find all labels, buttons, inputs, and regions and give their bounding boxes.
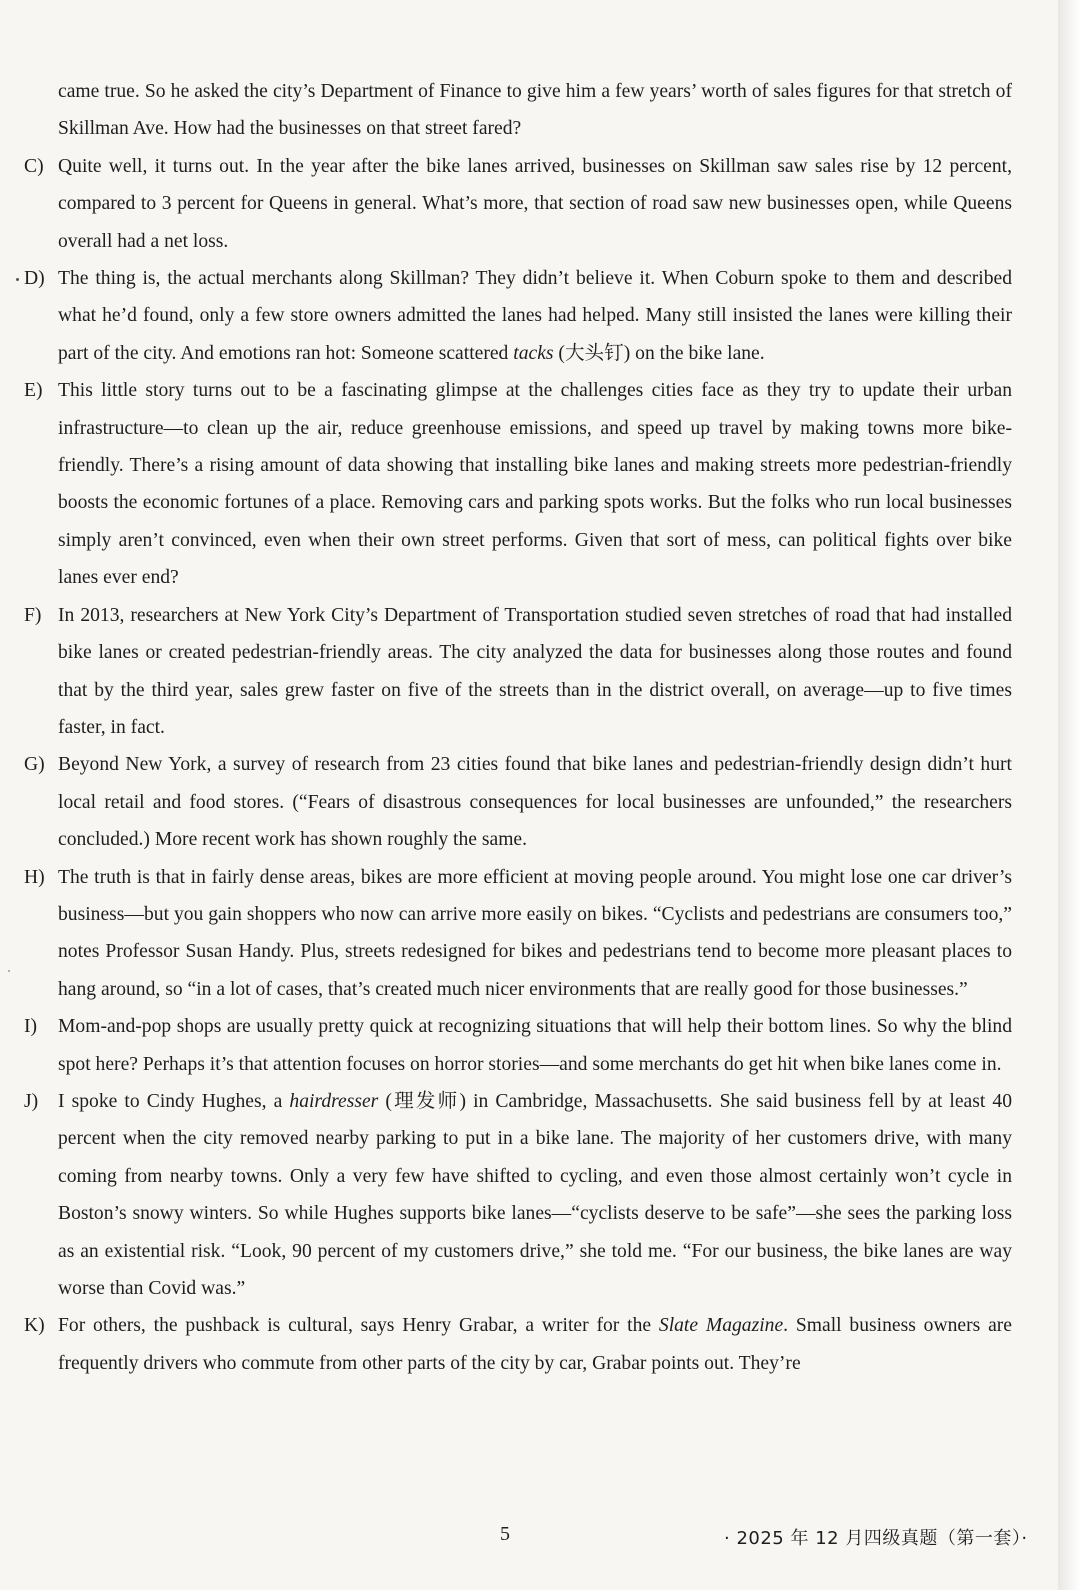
paragraph-text: Quite well, it turns out. In the year after the bike lanes arrived, businesses on Skillman saw sales rise by 12 percent, compared to 3 percent for Queens in general. What’s more, that section of road saw new businesses open, while Queens overall had a net loss.: [58, 155, 1012, 252]
paragraph-text: [58, 260, 1012, 372]
paragraph-text: This little story turns out to be a fascinating glimpse at the challenges cities face as they try to update their urban infrastructure—to clean up the air, reduce greenhouse emissions, and speed up travel by making towns more bike-friendly. There’s a rising amount of data showing that installing bike lanes and making streets more pedestrian-friendly boosts the economic fortunes of a place. Removing cars and parking spots works. But the folks who run local businesses simply aren’t convinced, even when their own street performs. Given that sort of mess, can political fights over bike lanes ever end?: [58, 380, 1012, 589]
text-segment: on the bike lane.: [630, 342, 765, 364]
chinese-gloss: (大头钉): [553, 342, 631, 364]
paragraph-text: In 2013, researchers at New York City’s Department of Transportation studied seven stretches of road that had installed bike lanes or created pedestrian-friendly areas. The city analyzed the data for businesses along those routes and found that by the third year, sales grew faster on five of the streets than in the district overall, on average—up to five times faster, in fact.: [58, 604, 1012, 738]
page-edge: [1058, 0, 1080, 1590]
text-segment: in Cambridge, Massachusetts. She said business fell by at least 40 percent when the city removed nearby parking to put in a bike lane. The majority of her customers drive, with many coming from nearby towns. Only a very few have shifted to cycling, and even those almost certainly won’t cycle in Boston’s snowy winters. So while Hughes supports bike lanes—“cyclists deserve to be safe”—she sees the parking loss as an existential risk. “Look, 90 percent of my customers drive,” she told me. “For our business, the bike lanes are way worse than Covid was.”: [58, 1090, 1012, 1299]
paragraph-e: [24, 372, 1012, 596]
vocabulary-term: tacks: [513, 342, 554, 364]
chinese-gloss: (理发师): [378, 1090, 466, 1112]
paragraph-letter: J): [24, 1090, 39, 1112]
paragraph-h: [24, 859, 1012, 1009]
scan-speck: [16, 278, 19, 281]
paragraph-k: [24, 1307, 1012, 1382]
paragraph-text: The truth is that in fairly dense areas, bikes are more efficient at moving people around. You might lose one car driver’s business—but you gain shoppers who now can arrive more easily on bikes. “Cyclists and pedestrians are consumers too,” notes Professor Susan Handy. Plus, streets redesigned for bikes and pedestrians tend to become more pleasant places to hang around, so “in a lot of cases, that’s created much nicer environments that are really good for those businesses.”: [58, 866, 1012, 1000]
text-segment: I spoke to Cindy Hughes, a: [58, 1090, 290, 1112]
paragraph-letter: I): [24, 1016, 38, 1038]
text-segment: For others, the pushback is cultural, says Henry Grabar, a writer for the: [58, 1315, 659, 1337]
exam-label: · 2025 年 12 月四级真题（第一套）·: [724, 1528, 1028, 1549]
paragraph-d: [24, 260, 1012, 372]
document-body: [24, 73, 1012, 1382]
paragraph-text: Beyond New York, a survey of research from 23 cities found that bike lanes and pedestrian-friendly design didn’t hurt local retail and food stores. (“Fears of disastrous consequences for local businesses are unfounded,” the researchers concluded.) More recent work has shown roughly the same.: [58, 754, 1012, 851]
paragraph-i: [24, 1008, 1012, 1083]
paragraph-letter: E): [24, 380, 43, 402]
paragraph-text: came true. So he asked the city’s Department of Finance to give him a few years’ worth of sales figures for that stretch of Skillman Ave. How had the businesses on that street fared?: [58, 81, 1012, 140]
text-segment: . Small business owners are frequently drivers who commute from other parts of the city by car, Grabar points out. They’re: [58, 1315, 1012, 1374]
paragraph-text: [58, 1083, 1012, 1307]
paragraph-text: Mom-and-pop shops are usually pretty quick at recognizing situations that will help their bottom lines. So why the blind spot here? Perhaps it’s that attention focuses on horror stories—and some merchants do get hit when bike lanes come in.: [58, 1016, 1012, 1075]
paragraph-j: [24, 1083, 1012, 1307]
text-segment: The thing is, the actual merchants along Skillman? They didn’t believe it. When Coburn spoke to them and described what he’d found, only a few store owners admitted the lanes had helped. Many still insisted the lanes were killing their part of the city. And emotions ran hot: Someone scattered: [58, 268, 1012, 364]
paragraph-fragment: [24, 73, 1012, 148]
scan-speck: [8, 970, 10, 972]
paragraph-letter: C): [24, 155, 44, 177]
paragraph-letter: H): [24, 866, 45, 888]
vocabulary-term: hairdresser: [289, 1090, 379, 1112]
paragraph-letter: D): [24, 268, 45, 290]
paragraph-c: [24, 148, 1012, 260]
paragraph-f: [24, 597, 1012, 747]
paragraph-text: [58, 1307, 1012, 1382]
paragraph-letter: K): [24, 1315, 45, 1337]
paragraph-letter: G): [24, 754, 45, 776]
page-number: 5: [500, 1523, 510, 1545]
publication-name: Slate Magazine: [658, 1315, 784, 1337]
paragraph-letter: F): [24, 604, 42, 626]
paragraph-g: [24, 746, 1012, 858]
